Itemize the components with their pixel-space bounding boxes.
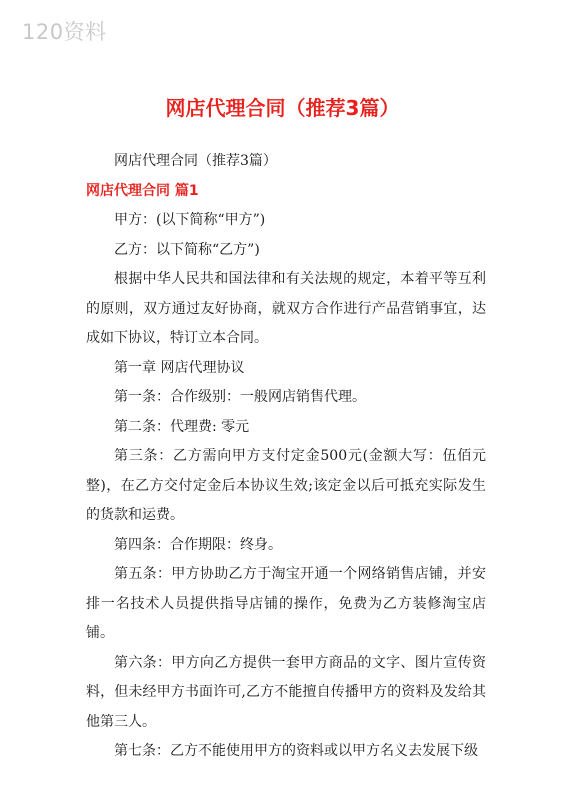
paragraph-article-2: 第二条：代理费: 零元: [114, 418, 250, 435]
paragraph-party-b: 乙方：以下简称“乙方”): [114, 241, 260, 258]
paragraph-preamble: 根据中华人民共和国法律和有关法规的规定，本着平等互利的原则，双方通过友好协商，就双方合作进行产品营销事宜，达成如下协议，特订立本合同。: [86, 271, 486, 346]
paragraph-article-1: 第一条：合作级别：一般网店销售代理。: [114, 389, 366, 405]
paragraph-article-5: 第五条：甲方协助乙方于淘宝开通一个网络销售店铺，并安排一名技术人员提供指导店铺的操作，免费为乙方装修淘宝店铺。: [86, 566, 486, 641]
paragraph-article-3: 第三条：乙方需向甲方支付定金500元(金额大写：伍佰元整)，在乙方交付定金后本协议生效;该定金以后可抵充实际发生的货款和运费。: [86, 448, 486, 523]
paragraph-article-6: 第六条：甲方向乙方提供一套甲方商品的文字、图片宣传资料，但未经甲方书面许可,乙方不能擅自传播甲方的资料及发给其他第三人。: [86, 654, 486, 730]
subtitle: 网店代理合同（推荐3篇）: [114, 153, 277, 169]
document-title: 网店代理合同（推荐3篇）: [165, 96, 400, 120]
section-heading: 网店代理合同 篇1: [86, 182, 199, 199]
paragraph-party-a: 甲方：(以下简称“甲方”): [114, 212, 266, 228]
document-body: [86, 147, 486, 767]
paragraph-article-4: 第四条：合作期限：终身。: [114, 536, 282, 553]
paragraph-article-7: 第七条：乙方不能使用甲方的资料或以甲方名义去发展下级: [114, 743, 478, 759]
paragraph-chapter-1: 第一章 网店代理协议: [114, 359, 245, 376]
watermark: 120资料: [22, 20, 107, 44]
